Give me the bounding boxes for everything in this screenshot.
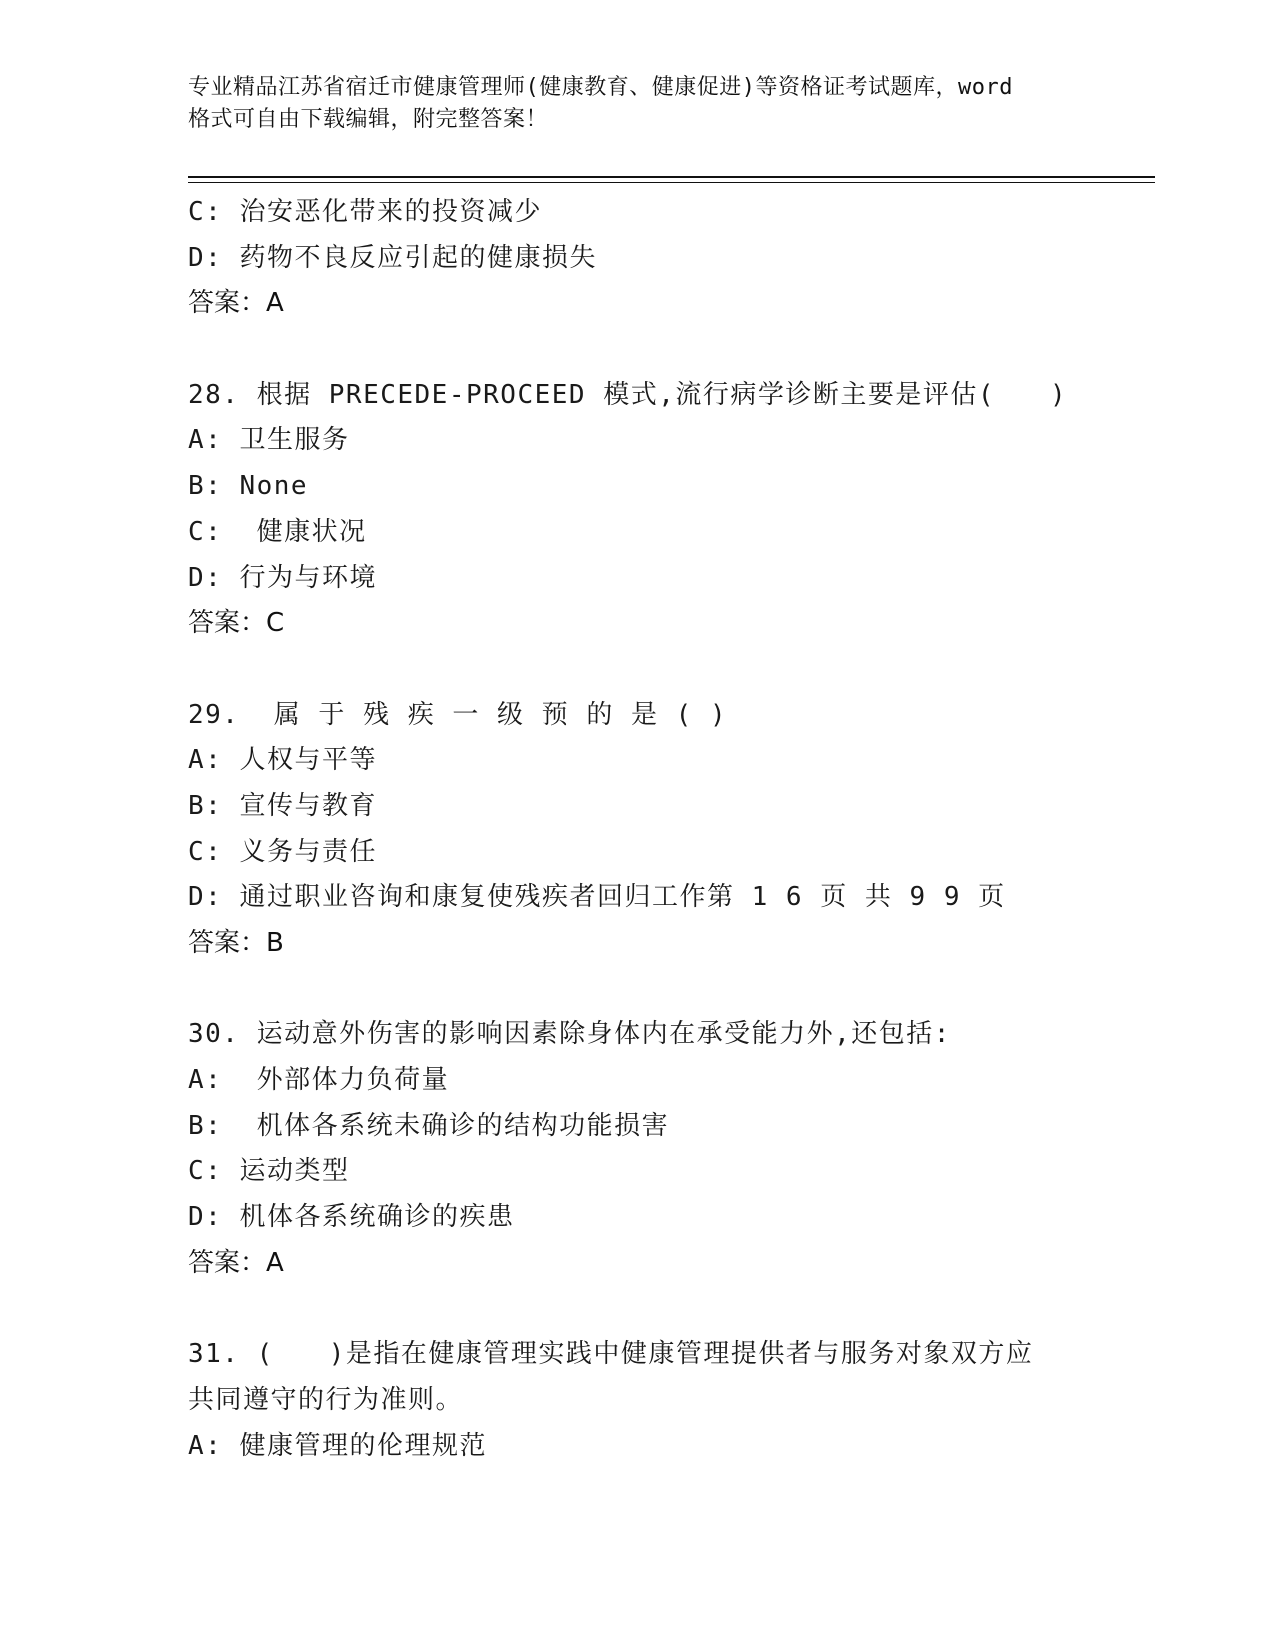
option-c: C: 义务与责任	[188, 836, 377, 867]
question-stem-line-2: 共同遵守的行为准则。	[188, 1384, 464, 1415]
option-c: C: 运动类型	[188, 1156, 350, 1187]
header-line-1: 专业精品江苏省宿迁市健康管理师(健康教育、健康促进)等资格证考试题库，word	[188, 75, 1013, 100]
option-b: B: 宣传与教育	[188, 790, 377, 821]
option-c: C: 治安恶化带来的投资减少	[188, 197, 542, 227]
spacer	[188, 967, 1155, 1013]
answer: 答案：A	[188, 288, 284, 319]
option-a: A: 外部体力负荷量	[188, 1065, 450, 1096]
header-divider-thin	[188, 182, 1155, 183]
spacer	[188, 327, 1155, 373]
option-b: B: 机体各系统未确诊的结构功能损害	[188, 1110, 670, 1141]
option-d: D: 药物不良反应引起的健康损失	[188, 242, 597, 273]
option-a: A: 健康管理的伦理规范	[188, 1430, 487, 1461]
option-a: A: 人权与平等	[188, 745, 377, 776]
question-stem: 29. 属 于 残 疾 一 级 预 的 是 ( )	[188, 699, 728, 730]
question-stem-line-1: 31. ( )是指在健康管理实践中健康管理提供者与服务对象双方应	[188, 1339, 1034, 1370]
option-a: A: 卫生服务	[188, 425, 350, 456]
answer: 答案：B	[188, 928, 284, 958]
question-list	[188, 190, 1155, 1469]
option-d: D: 行为与环境	[188, 562, 377, 593]
question-28	[188, 373, 1155, 647]
spacer	[188, 1287, 1155, 1333]
header-line-2: 格式可自由下载编辑，附完整答案！	[188, 107, 549, 132]
question-stem: 30. 运动意外伤害的影响因素除身体内在承受能力外,还包括:	[188, 1019, 951, 1050]
question-stem: 28. 根据 PRECEDE-PROCEED 模式,流行病学诊断主要是评估( )	[188, 379, 1068, 410]
answer: 答案：C	[188, 608, 285, 639]
question-30	[188, 1012, 1155, 1286]
spacer	[188, 647, 1155, 693]
option-b: B: None	[188, 471, 309, 502]
answer: 答案：A	[188, 1247, 284, 1278]
option-d: D: 机体各系统确诊的疾患	[188, 1202, 515, 1233]
option-d: D: 通过职业咨询和康复使残疾者回归工作第 1 6 页 共 9 9 页	[188, 882, 1006, 913]
question-29	[188, 693, 1155, 967]
option-c: C: 健康状况	[188, 516, 367, 547]
question-27-tail	[188, 190, 1155, 327]
header-divider-thick	[188, 176, 1155, 178]
document-header	[188, 72, 1088, 136]
question-31	[188, 1332, 1155, 1469]
